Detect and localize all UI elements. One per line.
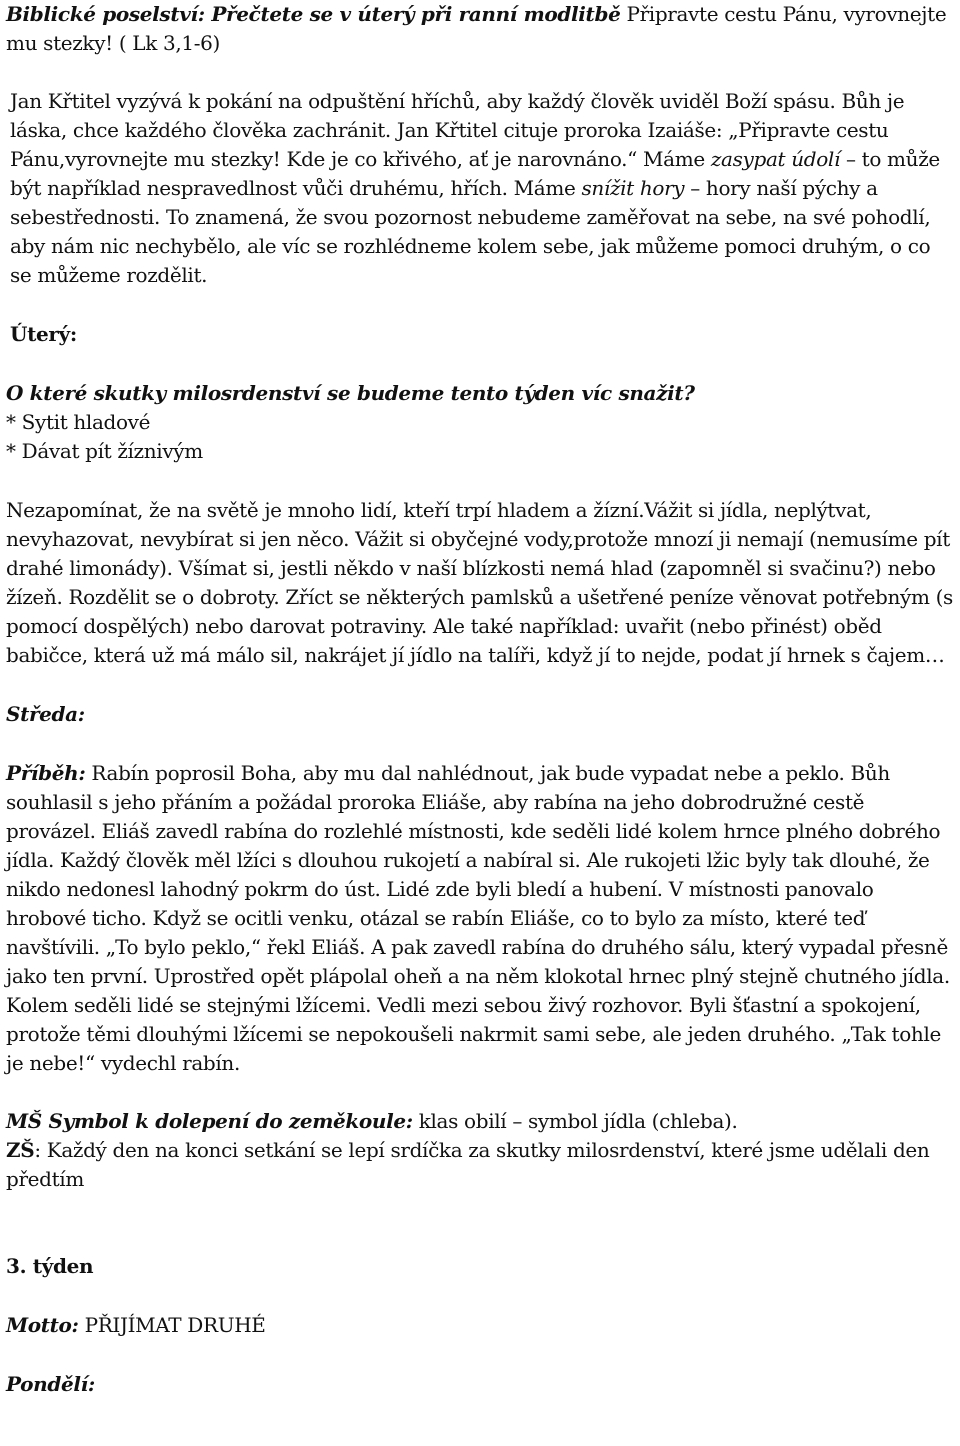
- intro-verse: Připravte cestu Pánu, vyrovnejte mu stezky! ( Lk 3,1-6): [6, 2, 947, 55]
- story-label: Příběh:: [6, 761, 86, 785]
- spacer: [6, 670, 956, 700]
- tuesday-heading: Úterý:: [10, 322, 77, 346]
- tuesday-question: O které skutky milosrdenství se budeme tento týden víc snažit?: [6, 381, 695, 405]
- spacer: [6, 466, 956, 496]
- spacer: [6, 1194, 956, 1252]
- ms-symbol: [6, 1107, 956, 1136]
- tuesday-item-1: * Sytit hladové: [6, 410, 151, 434]
- ms-label: MŠ Symbol k dolepení do zeměkoule:: [6, 1109, 413, 1133]
- zs-label: ZŠ: [6, 1138, 35, 1162]
- motto: [6, 1311, 956, 1340]
- motto-text: PŘIJÍMAT DRUHÉ: [78, 1313, 266, 1337]
- intro-italic-2: snížit hory: [581, 176, 685, 200]
- wednesday-story: [6, 759, 956, 1078]
- spacer: [6, 349, 956, 379]
- zs-text: : Každý den na konci setkání se lepí srdíčka za skutky milosrdenství, které jsme udělali den předtím: [6, 1138, 930, 1191]
- wednesday-heading: Středa:: [6, 702, 85, 726]
- intro-text-3: – hory naší pýchy a sebestřednosti. To znamená, že svou pozornost nebudeme zaměřovat na sebe, na své pohodlí, aby nám nic nechybělo, ale víc se rozhlédneme kolem sebe, jak můžeme pomoci druhým, o co se můžeme rozdělit.: [10, 176, 931, 287]
- spacer: [6, 1281, 956, 1311]
- story-text: Rabín poprosil Boha, aby mu dal nahlédnout, jak bude vypadat nebe a peklo. Bůh souhlasil s jeho přáním a požádal proroka Eliáše, aby rabína na jeho dobrodružné cestě provázel. Eliáš zavedl rabína do rozlehlé místnosti, kde seděli lidé kolem hrnce plného dobrého jídla. Každý člověk měl lžíci s dlouhou rukojetí a nabíral si. Ale rukojeti lžic byly tak dlouhé, že nikdo nedonesl lahodný pokrm do úst. Lidé zde byli bledí a hubení. V místnosti panovalo hrobové ticho. Když se ocitli venku, otázal se rabín Eliáše, co to bylo za místo, které teď navštívili. „To bylo peklo,“ řekl Eliáš. A pak zavedl rabína do druhého sálu, který vypadal přesně jako ten první. Uprostřed opět plápolal oheň a na něm klokotal hrnec plný stejně chutného jídla. Kolem seděli lidé se stejnými lžícemi. Vedli mezi sebou živý rozhovor. Byli šťastní a spokojení, protože těmi dlouhými lžícemi se nepokoušeli nakrmit sami sebe, ale jeden druhého. „Tak tohle je nebe!“ vydechl rabín.: [6, 761, 950, 1075]
- tuesday-text: Nezapomínat, že na světě je mnoho lidí, kteří trpí hladem a žízní.Vážit si jídla, neplýtvat, nevyhazovat, nevybírat si jen něco. Vážit si obyčejné vody,protože mnozí ji nemají (nemusíme pít drahé limonády). Všímat si, jestli někdo v naší blízkosti nemá hlad (zapomněl si svačinu?) nebo žízeň. Rozdělit se o dobroty. Zříct se některých pamlsků a ušetřené peníze věnovat potřebným (s pomocí dospělých) nebo darovat potraviny. Ale také například: uvařit (nebo přinést) oběd babičce, která už má málo sil, nakrájet jí jídlo na talíři, když jí to nejde, podat jí hrnek s čajem…: [6, 498, 953, 667]
- intro-text-2: – to může být například nespravedlnost vůči druhému, hřích. Máme: [10, 147, 940, 200]
- week3-heading: 3. týden: [6, 1254, 94, 1278]
- spacer: [6, 58, 956, 87]
- monday-heading: Pondělí:: [6, 1372, 95, 1396]
- zs-symbol: [6, 1136, 956, 1194]
- spacer: [6, 729, 956, 759]
- intro-italic-1: zasypat údolí: [710, 147, 840, 171]
- spacer: [6, 1340, 956, 1370]
- intro-heading-line: [6, 0, 956, 58]
- spacer: [6, 1078, 956, 1107]
- intro-text-1: Jan Křtitel vyzývá k pokání na odpuštění hříchů, aby každý člověk uviděl Boží spásu. Bůh je láska, chce každého člověka zachránit. Jan Křtitel cituje proroka Izaiáše: „Připravte cestu Pánu,vyrovnejte mu stezky! Kde je co křivého, ať je narovnáno.“ Máme: [10, 89, 905, 171]
- ms-text: klas obilí – symbol jídla (chleba).: [412, 1109, 738, 1133]
- intro-paragraph: [6, 87, 956, 290]
- motto-label: Motto:: [6, 1313, 79, 1337]
- tuesday-item-2: * Dávat pít žíznivým: [6, 439, 203, 463]
- intro-title: Biblické poselství: Přečtete se v úterý při ranní modlitbě: [6, 2, 621, 26]
- spacer: [6, 290, 956, 320]
